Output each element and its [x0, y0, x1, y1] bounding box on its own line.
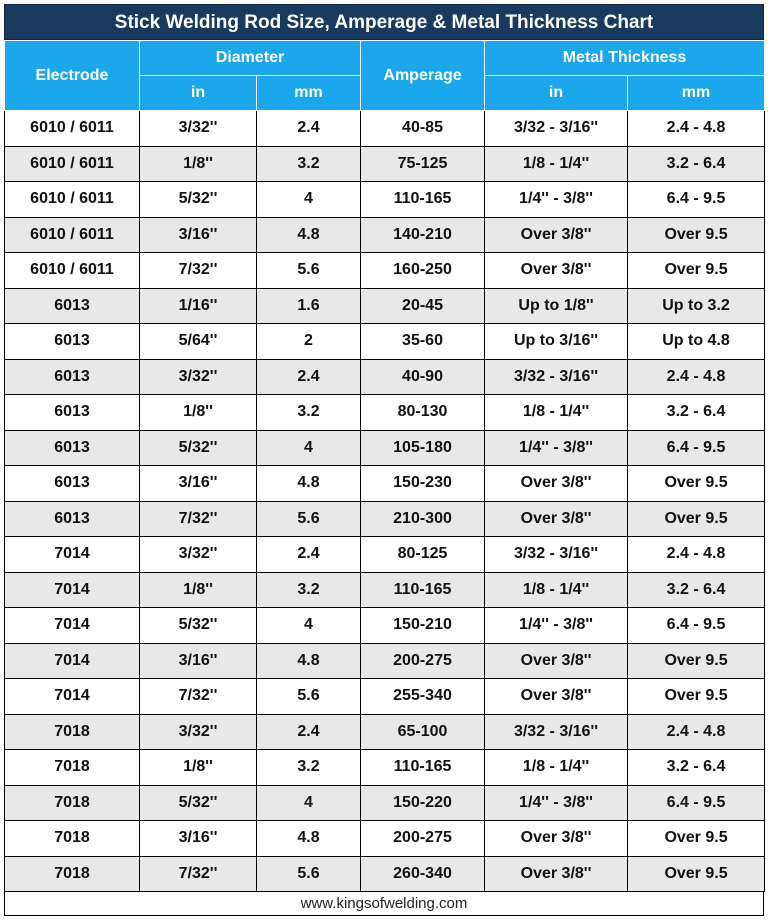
cell-amperage: 255-340 — [361, 679, 485, 715]
cell-diameter-in: 5/32'' — [140, 785, 257, 821]
cell-thickness-mm: Over 9.5 — [628, 679, 765, 715]
cell-amperage: 110-165 — [361, 750, 485, 786]
cell-thickness-in: Over 3/8'' — [485, 217, 628, 253]
cell-amperage: 200-275 — [361, 643, 485, 679]
cell-diameter-mm: 3.2 — [257, 395, 361, 431]
cell-diameter-in: 1/8'' — [140, 572, 257, 608]
cell-thickness-in: 1/4'' - 3/8'' — [485, 430, 628, 466]
cell-diameter-mm: 2 — [257, 324, 361, 360]
cell-amperage: 105-180 — [361, 430, 485, 466]
cell-amperage: 110-165 — [361, 182, 485, 218]
cell-amperage: 75-125 — [361, 146, 485, 182]
cell-electrode: 6013 — [5, 359, 140, 395]
table-row — [5, 430, 765, 466]
table-row — [5, 537, 765, 573]
cell-thickness-in: Over 3/8'' — [485, 253, 628, 289]
cell-electrode: 6013 — [5, 395, 140, 431]
cell-amperage: 140-210 — [361, 217, 485, 253]
cell-thickness-mm: 2.4 - 4.8 — [628, 537, 765, 573]
cell-amperage: 160-250 — [361, 253, 485, 289]
welding-table — [4, 40, 765, 892]
cell-amperage: 110-165 — [361, 572, 485, 608]
cell-thickness-mm: 3.2 - 6.4 — [628, 750, 765, 786]
cell-thickness-in: 1/8 - 1/4'' — [485, 572, 628, 608]
cell-electrode: 6013 — [5, 501, 140, 537]
cell-thickness-mm: 3.2 - 6.4 — [628, 395, 765, 431]
header-metal-thickness: Metal Thickness — [485, 41, 765, 76]
cell-diameter-mm: 4.8 — [257, 217, 361, 253]
cell-thickness-in: 1/4'' - 3/8'' — [485, 785, 628, 821]
cell-electrode: 6013 — [5, 430, 140, 466]
cell-diameter-mm: 5.6 — [257, 856, 361, 892]
table-row — [5, 679, 765, 715]
table-row — [5, 785, 765, 821]
cell-thickness-mm: 2.4 - 4.8 — [628, 359, 765, 395]
header-diameter: Diameter — [140, 41, 361, 76]
cell-thickness-in: Over 3/8'' — [485, 856, 628, 892]
header-thickness-mm: mm — [628, 76, 765, 111]
cell-diameter-in: 3/32'' — [140, 111, 257, 147]
cell-thickness-mm: 6.4 - 9.5 — [628, 182, 765, 218]
cell-electrode: 6010 / 6011 — [5, 217, 140, 253]
cell-amperage: 80-130 — [361, 395, 485, 431]
cell-diameter-in: 5/64'' — [140, 324, 257, 360]
table-row — [5, 395, 765, 431]
cell-thickness-mm: Over 9.5 — [628, 643, 765, 679]
cell-amperage: 35-60 — [361, 324, 485, 360]
cell-diameter-mm: 4.8 — [257, 821, 361, 857]
table-row — [5, 572, 765, 608]
cell-thickness-mm: 6.4 - 9.5 — [628, 608, 765, 644]
cell-electrode: 7018 — [5, 714, 140, 750]
cell-thickness-mm: 2.4 - 4.8 — [628, 714, 765, 750]
cell-thickness-in: Over 3/8'' — [485, 679, 628, 715]
table-row — [5, 643, 765, 679]
cell-thickness-mm: Over 9.5 — [628, 466, 765, 502]
cell-electrode: 7018 — [5, 856, 140, 892]
cell-diameter-mm: 5.6 — [257, 253, 361, 289]
chart-title: Stick Welding Rod Size, Amperage & Metal Thickness Chart — [4, 4, 764, 40]
cell-thickness-in: Over 3/8'' — [485, 501, 628, 537]
cell-diameter-mm: 4 — [257, 182, 361, 218]
cell-thickness-in: 3/32 - 3/16'' — [485, 359, 628, 395]
cell-thickness-in: Over 3/8'' — [485, 466, 628, 502]
cell-diameter-in: 1/8'' — [140, 395, 257, 431]
cell-amperage: 210-300 — [361, 501, 485, 537]
table-row — [5, 182, 765, 218]
cell-diameter-mm: 3.2 — [257, 750, 361, 786]
cell-diameter-mm: 4 — [257, 430, 361, 466]
table-row — [5, 608, 765, 644]
cell-amperage: 65-100 — [361, 714, 485, 750]
cell-thickness-mm: 3.2 - 6.4 — [628, 146, 765, 182]
cell-electrode: 6010 / 6011 — [5, 111, 140, 147]
cell-amperage: 150-220 — [361, 785, 485, 821]
cell-diameter-mm: 2.4 — [257, 714, 361, 750]
cell-thickness-in: 3/32 - 3/16'' — [485, 111, 628, 147]
cell-diameter-mm: 4 — [257, 785, 361, 821]
cell-electrode: 7014 — [5, 572, 140, 608]
table-row — [5, 750, 765, 786]
cell-thickness-mm: 2.4 - 4.8 — [628, 111, 765, 147]
cell-electrode: 6010 / 6011 — [5, 253, 140, 289]
table-row — [5, 253, 765, 289]
cell-thickness-mm: Over 9.5 — [628, 253, 765, 289]
cell-thickness-mm: Up to 3.2 — [628, 288, 765, 324]
cell-diameter-in: 1/8'' — [140, 750, 257, 786]
cell-electrode: 6010 / 6011 — [5, 182, 140, 218]
cell-thickness-in: 1/4'' - 3/8'' — [485, 182, 628, 218]
cell-diameter-in: 3/32'' — [140, 537, 257, 573]
table-row — [5, 217, 765, 253]
cell-electrode: 7018 — [5, 821, 140, 857]
header-electrode: Electrode — [5, 41, 140, 111]
cell-diameter-in: 5/32'' — [140, 608, 257, 644]
cell-diameter-in: 5/32'' — [140, 430, 257, 466]
cell-diameter-in: 7/32'' — [140, 856, 257, 892]
cell-diameter-mm: 5.6 — [257, 679, 361, 715]
cell-electrode: 7014 — [5, 643, 140, 679]
cell-diameter-mm: 1.6 — [257, 288, 361, 324]
cell-thickness-in: 1/8 - 1/4'' — [485, 750, 628, 786]
header-diameter-mm: mm — [257, 76, 361, 111]
cell-diameter-mm: 3.2 — [257, 146, 361, 182]
header-amperage: Amperage — [361, 41, 485, 111]
table-row — [5, 714, 765, 750]
cell-diameter-mm: 4.8 — [257, 466, 361, 502]
cell-electrode: 6013 — [5, 466, 140, 502]
cell-thickness-in: 1/8 - 1/4'' — [485, 146, 628, 182]
cell-amperage: 150-210 — [361, 608, 485, 644]
cell-diameter-mm: 2.4 — [257, 537, 361, 573]
header-diameter-in: in — [140, 76, 257, 111]
cell-electrode: 7018 — [5, 750, 140, 786]
cell-thickness-in: Over 3/8'' — [485, 821, 628, 857]
cell-diameter-in: 5/32'' — [140, 182, 257, 218]
footer-website: www.kingsofwelding.com — [4, 892, 764, 916]
cell-electrode: 7018 — [5, 785, 140, 821]
cell-electrode: 6010 / 6011 — [5, 146, 140, 182]
cell-diameter-in: 1/8'' — [140, 146, 257, 182]
cell-diameter-mm: 4.8 — [257, 643, 361, 679]
cell-thickness-mm: Up to 4.8 — [628, 324, 765, 360]
cell-amperage: 260-340 — [361, 856, 485, 892]
cell-amperage: 200-275 — [361, 821, 485, 857]
cell-diameter-mm: 2.4 — [257, 111, 361, 147]
cell-amperage: 20-45 — [361, 288, 485, 324]
table-row — [5, 501, 765, 537]
table-row — [5, 856, 765, 892]
cell-electrode: 6013 — [5, 324, 140, 360]
cell-thickness-mm: 3.2 - 6.4 — [628, 572, 765, 608]
table-row — [5, 111, 765, 147]
cell-thickness-mm: 6.4 - 9.5 — [628, 430, 765, 466]
table-row — [5, 288, 765, 324]
cell-diameter-in: 1/16'' — [140, 288, 257, 324]
cell-thickness-in: 3/32 - 3/16'' — [485, 714, 628, 750]
chart-sheet — [4, 4, 764, 916]
cell-amperage: 40-90 — [361, 359, 485, 395]
cell-electrode: 7014 — [5, 537, 140, 573]
cell-diameter-mm: 5.6 — [257, 501, 361, 537]
cell-amperage: 150-230 — [361, 466, 485, 502]
cell-electrode: 6013 — [5, 288, 140, 324]
cell-diameter-in: 7/32'' — [140, 253, 257, 289]
cell-diameter-in: 3/16'' — [140, 217, 257, 253]
cell-diameter-in: 7/32'' — [140, 679, 257, 715]
cell-amperage: 40-85 — [361, 111, 485, 147]
cell-diameter-mm: 4 — [257, 608, 361, 644]
table-row — [5, 466, 765, 502]
cell-amperage: 80-125 — [361, 537, 485, 573]
table-body — [5, 111, 765, 892]
cell-electrode: 7014 — [5, 608, 140, 644]
cell-thickness-mm: 6.4 - 9.5 — [628, 785, 765, 821]
header-thickness-in: in — [485, 76, 628, 111]
table-row — [5, 821, 765, 857]
cell-thickness-mm: Over 9.5 — [628, 856, 765, 892]
cell-thickness-mm: Over 9.5 — [628, 501, 765, 537]
cell-thickness-mm: Over 9.5 — [628, 821, 765, 857]
cell-thickness-in: 1/4'' - 3/8'' — [485, 608, 628, 644]
table-row — [5, 359, 765, 395]
table-row — [5, 146, 765, 182]
cell-diameter-mm: 2.4 — [257, 359, 361, 395]
cell-electrode: 7014 — [5, 679, 140, 715]
cell-diameter-in: 3/16'' — [140, 643, 257, 679]
cell-diameter-in: 3/16'' — [140, 821, 257, 857]
cell-thickness-in: 3/32 - 3/16'' — [485, 537, 628, 573]
table-row — [5, 324, 765, 360]
cell-thickness-in: Over 3/8'' — [485, 643, 628, 679]
cell-thickness-mm: Over 9.5 — [628, 217, 765, 253]
cell-thickness-in: Up to 1/8'' — [485, 288, 628, 324]
cell-thickness-in: 1/8 - 1/4'' — [485, 395, 628, 431]
cell-diameter-in: 3/16'' — [140, 466, 257, 502]
cell-diameter-mm: 3.2 — [257, 572, 361, 608]
cell-diameter-in: 7/32'' — [140, 501, 257, 537]
cell-diameter-in: 3/32'' — [140, 714, 257, 750]
cell-diameter-in: 3/32'' — [140, 359, 257, 395]
cell-thickness-in: Up to 3/16'' — [485, 324, 628, 360]
